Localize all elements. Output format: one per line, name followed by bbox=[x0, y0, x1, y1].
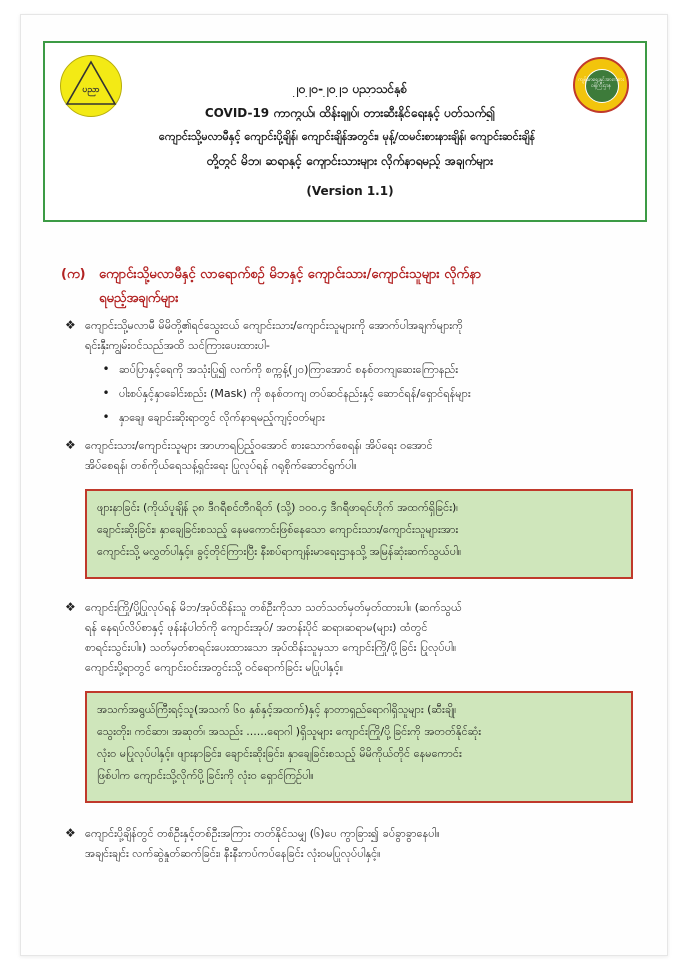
section-heading bbox=[61, 263, 651, 311]
notice-box-fever bbox=[85, 489, 633, 579]
education-logo bbox=[60, 55, 122, 117]
header-box bbox=[43, 41, 647, 222]
bullet1-line2: ရင်းနှီးကျွမ်းဝင်သည်အထိ သင်ကြားပေးထားပါ- bbox=[85, 339, 270, 352]
bullet3-line1: ကျောင်းကြို/ပို့ပြုလုပ်ရန် မိဘ/အုပ်ထိန်းသူ တစ်ဦးကိုသာ သတ်သတ်မှတ်မှတ်ထားပါ။ (ဆက်သွယ် bbox=[85, 601, 462, 614]
bullet3-line2: ရန် နေရပ်လိပ်စာနှင့် ဖုန်းနံပါတ်ကို ကျောင်းအုပ်/ အတန်းပိုင် ဆရာ၊ဆရာမ(များ) ထံတွင် bbox=[85, 621, 428, 634]
bullet4-line1: ကျောင်းပို့ချိန်တွင် တစ်ဦးနှင့်တစ်ဦးအကြား တတ်နိုင်သမျှ (၆)ပေ ကွာခြား၍ ခပ်ခွာခွာနေပါ။ bbox=[85, 827, 440, 840]
dot-bullet-icon: • bbox=[102, 362, 110, 376]
notice2-line2: သွေးတိုး၊ ကင်ဆာ၊ အဆုတ်၊ အသည်း ......ရောဂါ )ရှိသူများ ကျောင်းကြို/ပို့ခြင်းကို အတတ်နိုင်ဆုံး bbox=[97, 725, 482, 738]
notice1-line1: ဖျားနာခြင်း (ကိုယ်ပူချိန် ၃၈ ဒီဂရီစင်တီဂရိတ် (သို့) ၁၀၀.၄ ဒီဂရီဖာရင်ဟိုက် အထက်ရှိခြင်း)၊ bbox=[97, 501, 459, 514]
sub-item-text: ပါးစပ်နှင့်နှာခေါင်းစည်း (Mask) ကို စနစ်တကျ တပ်ဆင်နည်းနှင့် ဆောင်ရန်/ရှောင်ရန်များ bbox=[119, 387, 471, 400]
notice1-line2: ချောင်းဆိုးခြင်း၊ နှာချေခြင်းစသည့် နေမကောင်းဖြစ်နေသော ကျောင်းသား/ကျောင်းသူများအား bbox=[97, 523, 459, 536]
notice2-line1: အသက်အရွယ်ကြီးရင့်သူ(အသက် ၆၀ နှစ်နှင့်အထက်)နှင့် နာတာရှည်ရောဂါရှိသူများ (ဆီးချို၊ bbox=[97, 703, 457, 716]
header-title-line1: ကျောင်းသို့မလာမီနှင့် ကျောင်းပို့ချိန်၊ ကျောင်းချိန်အတွင်း၊ မုန့်/ထမင်းစားနားချိန်၊ ကျောင်းဆင်းချိန် bbox=[158, 130, 536, 143]
section-marker: (က) bbox=[61, 267, 86, 282]
bullet2-line1: ကျောင်းသား/ကျောင်းသူများ အာဟာရပြည့်ဝအောင် စားသောက်စေရန်၊ အိပ်ရေး ဝအောင် bbox=[85, 439, 433, 452]
header-subtitle: COVID-19 ကာကွယ်၊ ထိန်းချုပ်၊ တားဆီးနိုင်ရေးနှင့် ပတ်သက်၍ bbox=[204, 106, 496, 120]
bullet-item-1 bbox=[65, 315, 645, 356]
bullet2-line2: အိပ်စေရန်၊ တစ်ကိုယ်ရေသန့်ရှင်းရေး ပြုလုပ်ရန် ဂရုစိုက်ဆောင်ရွက်ပါ။ bbox=[85, 459, 357, 472]
header-year: ၂၀၂၀-၂၀၂၁ ပညာသင်နှစ် bbox=[292, 82, 408, 96]
section-title-line1: ကျောင်းသို့မလာမီနှင့် လာရောက်စဉ် မိဘနှင့် ကျောင်းသား/ကျောင်းသူများ လိုက်နာ bbox=[99, 267, 482, 282]
notice2-line4: ဖြစ်ပါက ကျောင်းသို့လိုက်ပို့ခြင်းကို လုံးဝ ရှောင်ကြဉ်ပါ။ bbox=[97, 769, 314, 782]
bullet-item-4 bbox=[65, 823, 645, 864]
bullet3-line4: ကျောင်းပို့ရာတွင် ကျောင်းဝင်းအတွင်းသို့ ဝင်ရောက်ခြင်း မပြုပါနှင့်။ bbox=[85, 661, 344, 674]
header-title-line2: တို့တွင် မိဘ၊ ဆရာနှင့် ကျောင်းသားများ လိုက်နာရမည့် အချက်များ bbox=[206, 154, 494, 168]
bullet1-line1: ကျောင်းသို့မလာမီ မိမိတို့၏ရင်သွေးငယ် ကျောင်းသား/ကျောင်းသူများကို အောက်ပါအချက်များကို bbox=[85, 319, 463, 332]
sub-item-text: ဆပ်ပြာနှင့်ရေကို အသုံးပြု၍ လက်ကို စက္ကန့်(၂၀)ကြာအောင် စနစ်တကျဆေးကြောနည်း bbox=[119, 363, 459, 376]
notice2-line3: လုံးဝ မပြုလုပ်ပါနှင့်။ ဖျားနာခြင်း၊ ချောင်းဆိုးခြင်း၊ နှာချေခြင်းစသည့် မိမိကိုယ်တိုင် နေမကောင်း bbox=[97, 747, 462, 760]
diamond-bullet-icon: ❖ bbox=[65, 826, 76, 840]
diamond-bullet-icon: ❖ bbox=[65, 438, 76, 452]
bullet-item-3 bbox=[65, 597, 645, 678]
notice1-line3: ကျောင်းသို့ မလွှတ်ပါနှင့်။ ခွင့်တိုင်ကြားပြီး နီးစပ်ရာကျန်းမာရေးဌာနသို့ အမြန်ဆုံးဆက်သွယ်ပါ။ bbox=[97, 545, 462, 558]
document-page bbox=[20, 14, 668, 956]
dot-bullet-icon: • bbox=[102, 386, 110, 400]
health-ministry-logo bbox=[573, 57, 629, 113]
bullet3-line3: စာရင်းသွင်းပါ။) သတ်မှတ်စာရင်းပေးထားသော အုပ်ထိန်းသူမှသာ ကျောင်းကြို/ပို့ခြင်း ပြုလုပ်ပါ။ bbox=[85, 641, 457, 654]
dot-bullet-icon: • bbox=[102, 410, 110, 424]
diamond-bullet-icon: ❖ bbox=[65, 600, 76, 614]
section-title-line2: ရမည့်အချက်များ bbox=[99, 291, 179, 306]
notice-box-elderly bbox=[85, 691, 633, 803]
sub-item-text: နှာချေ၊ ချောင်းဆိုးရာတွင် လိုက်နာရမည့်ကျင့်ဝတ်များ bbox=[119, 411, 325, 424]
sub-item-2 bbox=[93, 383, 643, 404]
sub-item-3 bbox=[93, 407, 643, 428]
bullet-item-2 bbox=[65, 435, 645, 476]
bullet4-line2: အချင်းချင်း လက်ဆွဲနှုတ်ဆက်ခြင်း၊ နီးနီးကပ်ကပ်နေခြင်း လုံးဝမပြုလုပ်ပါနှင့်။ bbox=[85, 847, 381, 860]
diamond-bullet-icon: ❖ bbox=[65, 318, 76, 332]
logo-right-label: ကျန်းမာရေးနှင့်အားကစားဝန်ကြီးဌာန bbox=[578, 77, 624, 89]
sub-item-1 bbox=[93, 359, 643, 380]
header-version: (Version 1.1) bbox=[306, 184, 394, 198]
logo-left-label: ပညာ bbox=[82, 85, 100, 95]
